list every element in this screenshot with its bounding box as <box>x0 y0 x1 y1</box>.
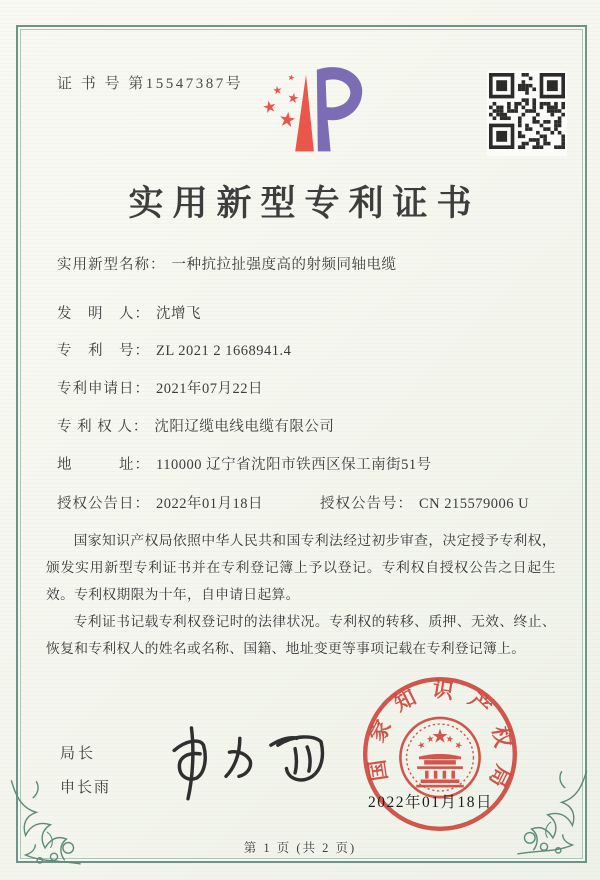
field-row-inventor <box>57 302 201 323</box>
field-value: 110000 辽宁省沈阳市铁西区保工南街51号 <box>156 457 432 473</box>
field-label: 专 利 号： <box>57 343 150 359</box>
field-label: 授权公告号： <box>320 496 413 512</box>
svg-text:国家知识产权局 <box>363 677 518 804</box>
legal-text-block <box>46 528 556 662</box>
field-row-patent-number <box>57 339 291 360</box>
field-label: 授权公告日： <box>57 496 150 512</box>
seal-date: 2022年01月18日 <box>368 794 494 811</box>
field-value: 沈增飞 <box>156 306 201 322</box>
grant-number-pair <box>320 492 529 513</box>
legal-paragraph-1: 国家知识产权局依照中华人民共和国专利法经过初步审查，决定授予专利权，颁发实用新型专利证书并在专利登记簿上予以登记。专利权自授权公告之日起生效。专利权期限为十年，自申请日起算。 <box>46 533 556 602</box>
field-value: 2021年07月22日 <box>156 381 263 397</box>
field-label: 专利申请日： <box>57 381 150 397</box>
field-label: 实用新型名称： <box>57 257 166 273</box>
field-label: 发 明 人： <box>57 306 150 322</box>
field-row-patentee <box>57 415 334 436</box>
certificate-title: 实用新型专利证书 <box>128 184 481 223</box>
cnipa-logo-icon <box>248 64 366 169</box>
certificate-number: 证 书 号 第15547387号 <box>57 76 244 92</box>
field-label: 地 址： <box>57 457 150 473</box>
page-number: 第 1 页 (共 2 页) <box>243 841 357 855</box>
seal-text: 国家知识产权局 <box>362 676 518 804</box>
field-value: CN 215579006 U <box>419 496 530 512</box>
field-row-name <box>57 253 397 274</box>
field-row-grant <box>57 492 577 513</box>
field-value: 一种抗拉扯强度高的射频同轴电缆 <box>171 257 397 273</box>
legal-paragraph-2: 专利证书记载专利权登记时的法律状况。专利权的转移、质押、无效、终止、恢复和专利权人的姓名或名称、国籍、地址变更等事项记载在专利登记簿上。 <box>46 613 556 656</box>
national-emblem-icon <box>416 728 464 787</box>
field-label: 专 利 权 人： <box>57 419 149 435</box>
field-value: 沈阳辽缆电线电缆有限公司 <box>154 419 335 435</box>
director-signature-icon <box>150 715 340 815</box>
official-seal <box>352 666 528 847</box>
field-value: ZL 2021 2 1668941.4 <box>156 343 292 359</box>
director-name: 申长雨 <box>60 780 112 796</box>
field-value: 2022年01月18日 <box>156 496 263 512</box>
director-title: 局长 <box>60 746 97 762</box>
qr-code <box>487 71 567 156</box>
field-row-address <box>57 453 432 474</box>
field-row-filing-date <box>57 377 263 398</box>
